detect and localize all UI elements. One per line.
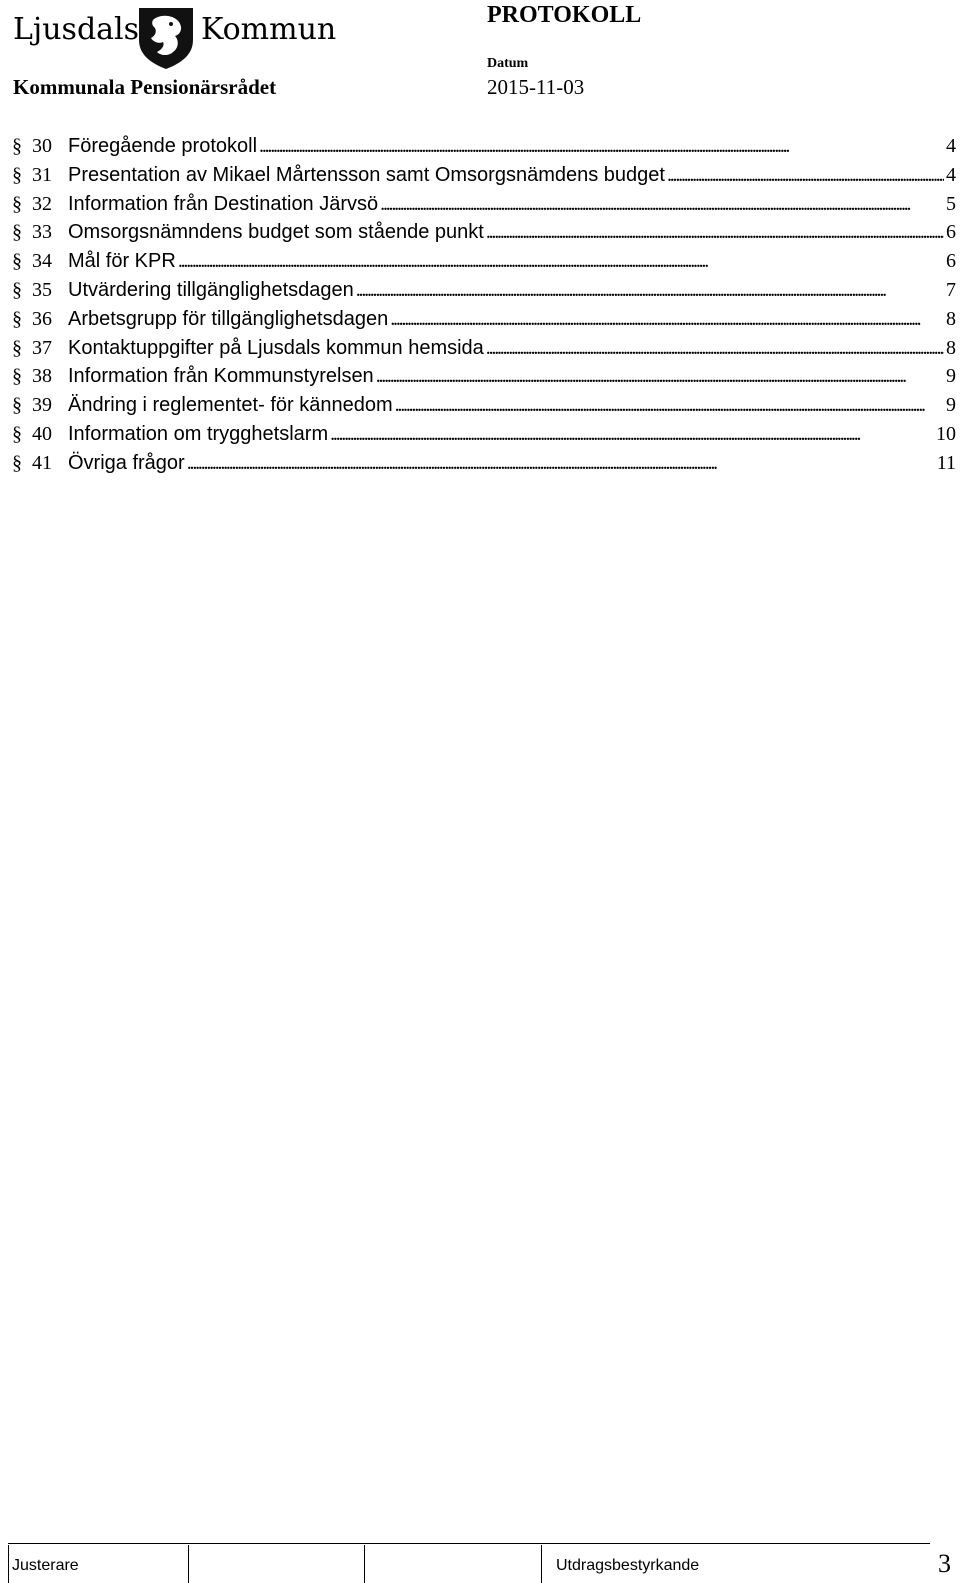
toc-leader (486, 334, 944, 363)
toc-leader (390, 305, 944, 334)
footer-top-rule (8, 1543, 930, 1544)
toc-title: Övriga frågor (68, 451, 185, 474)
toc-number: 34 (32, 250, 52, 273)
toc-number: 35 (32, 278, 52, 301)
toc-page: 6 (946, 250, 956, 273)
toc-page: 4 (946, 163, 956, 186)
organization-name: Kommunala Pensionärsrådet (13, 75, 277, 99)
toc-page: 4 (946, 135, 956, 157)
section-symbol: § (12, 135, 22, 157)
logo-word-kommun: Kommun (201, 12, 337, 47)
page-number: 3 (938, 1549, 951, 1578)
toc-title: Föregående protokoll (68, 135, 258, 157)
table-of-contents (12, 132, 956, 478)
section-symbol: § (12, 336, 22, 359)
toc-title: Presentation av Mikael Mårtensson samt Omsorgsnämdens budget (68, 163, 665, 186)
date-value: 2015-11-03 (487, 75, 585, 99)
date-label: Datum (487, 56, 529, 71)
adjuster-signature-cell (364, 1545, 541, 1583)
logo-word-ljusdals: Ljusdals (13, 12, 140, 47)
toc-entry[interactable] (12, 190, 956, 219)
signature-footer (0, 1539, 960, 1583)
section-symbol: § (12, 365, 22, 388)
toc-leader (259, 132, 944, 161)
section-symbol: § (12, 163, 22, 186)
toc-entry[interactable] (12, 305, 956, 334)
toc-title: Mål för KPR (68, 250, 176, 273)
toc-page: 9 (946, 394, 956, 417)
toc-leader (376, 362, 944, 391)
section-symbol: § (12, 422, 22, 445)
toc-leader (356, 276, 944, 305)
toc-entry[interactable] (12, 449, 956, 478)
toc-page: 7 (946, 278, 956, 301)
toc-page: 10 (936, 422, 956, 445)
toc-title: Ändring i reglementet- för kännedom (68, 394, 393, 417)
toc-entry[interactable] (12, 247, 956, 276)
toc-number: 33 (32, 221, 52, 244)
section-symbol: § (12, 394, 22, 417)
adjuster-label: Justerare (12, 1557, 79, 1574)
toc-leader (330, 420, 934, 449)
toc-entry[interactable] (12, 132, 956, 161)
toc-entry[interactable] (12, 218, 956, 247)
toc-entry[interactable] (12, 362, 956, 391)
toc-leader (380, 190, 944, 219)
section-symbol: § (12, 192, 22, 215)
toc-entry[interactable] (12, 334, 956, 363)
toc-page: 8 (946, 307, 956, 330)
toc-page: 9 (946, 365, 956, 388)
section-symbol: § (12, 451, 22, 474)
section-symbol: § (12, 307, 22, 330)
document-type: PROTOKOLL (487, 2, 642, 28)
toc-number: 38 (32, 365, 52, 388)
section-symbol: § (12, 278, 22, 301)
section-symbol: § (12, 250, 22, 273)
toc-title: Omsorgsnämndens budget som stående punkt (68, 221, 484, 244)
section-symbol: § (12, 221, 22, 244)
toc-number: 41 (32, 451, 52, 474)
toc-leader (395, 391, 944, 420)
toc-number: 32 (32, 192, 52, 215)
toc-title: Kontaktuppgifter på Ljusdals kommun hemsida (68, 336, 484, 359)
toc-number: 31 (32, 163, 52, 186)
toc-number: 39 (32, 394, 52, 417)
toc-leader (178, 247, 944, 276)
toc-entry[interactable] (12, 420, 956, 449)
toc-leader (486, 218, 944, 247)
toc-entry[interactable] (12, 161, 956, 190)
toc-page: 5 (946, 192, 956, 215)
toc-number: 40 (32, 422, 52, 445)
toc-title: Utvärdering tillgänglighetsdagen (68, 278, 354, 301)
toc-title: Arbetsgrupp för tillgänglighetsdagen (68, 307, 389, 330)
adjuster-signature-cell (188, 1545, 365, 1583)
toc-title: Information från Destination Järvsö (68, 192, 379, 215)
toc-number: 37 (32, 336, 52, 359)
toc-title: Information från Kommunstyrelsen (68, 365, 374, 388)
extract-label: Utdragsbestyrkande (556, 1557, 700, 1574)
toc-number: 30 (32, 135, 52, 157)
toc-page: 6 (946, 221, 956, 244)
municipal-crest-icon (135, 4, 197, 70)
toc-entry[interactable] (12, 391, 956, 420)
municipality-logo (13, 4, 337, 70)
toc-page: 8 (946, 336, 956, 359)
toc-number: 36 (32, 307, 52, 330)
toc-leader (667, 161, 944, 190)
toc-entry[interactable] (12, 276, 956, 305)
toc-title: Information om trygghetslarm (68, 422, 329, 445)
toc-page: 11 (936, 451, 956, 474)
toc-leader (187, 449, 935, 478)
